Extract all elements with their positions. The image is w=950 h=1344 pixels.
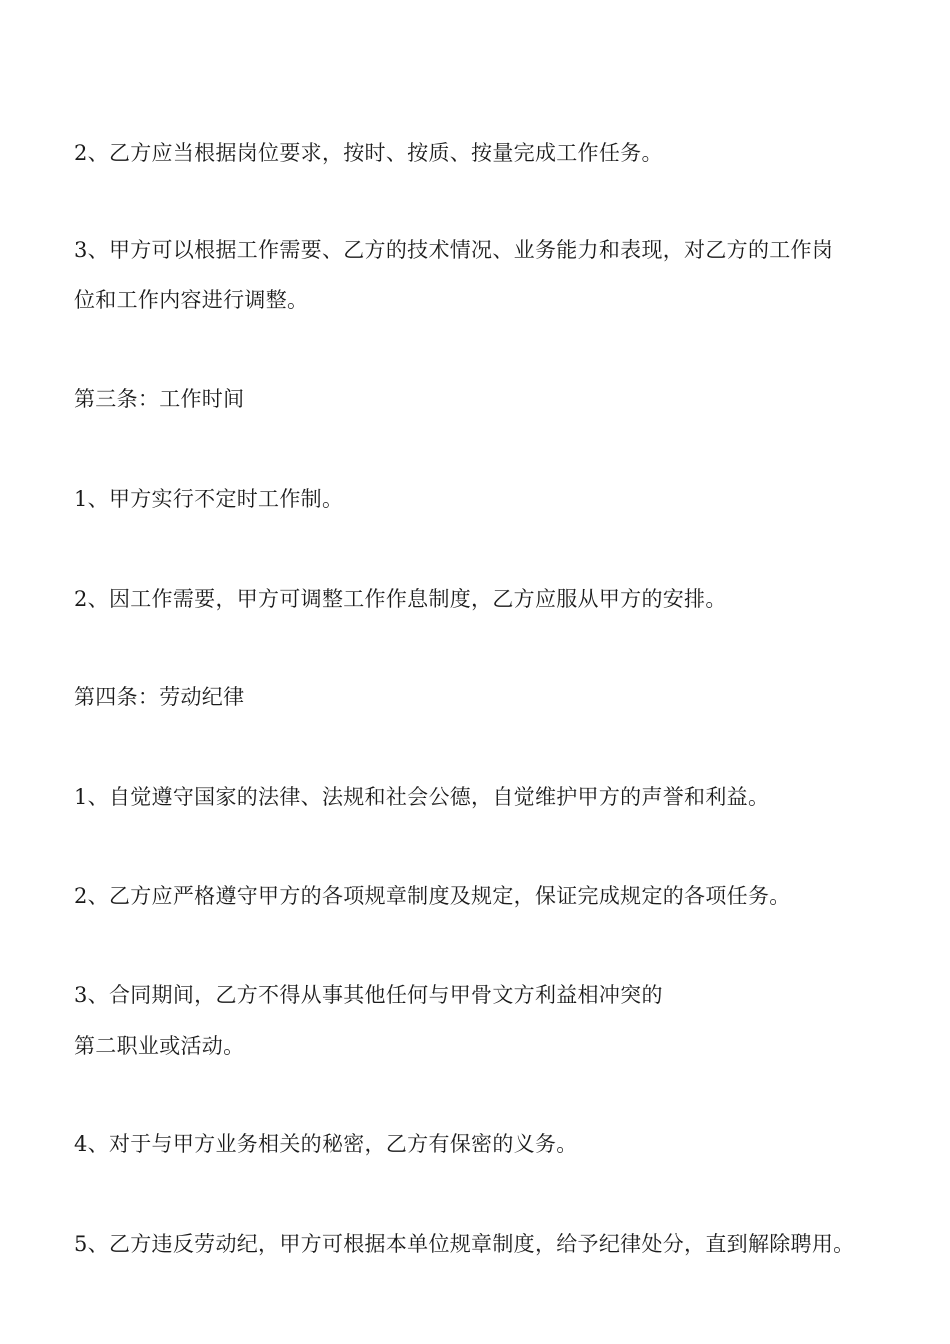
discipline-clause-1: 1、自觉遵守国家的法律、法规和社会公德，自觉维护甲方的声誉和利益。 bbox=[74, 785, 770, 809]
discipline-clause-3-line-2: 第二职业或活动。 bbox=[74, 1034, 245, 1058]
discipline-clause-5: 5、乙方违反劳动纪，甲方可根据本单位规章制度，给予纪律处分，直到解除聘用。 bbox=[74, 1232, 855, 1256]
clause-3-line-1: 3、甲方可以根据工作需要、乙方的技术情况、业务能力和表现，对乙方的工作岗 bbox=[74, 238, 834, 262]
discipline-clause-3-line-1: 3、合同期间，乙方不得从事其他任何与甲骨文方利益相冲突的 bbox=[74, 983, 663, 1007]
clause-3-line-2: 位和工作内容进行调整。 bbox=[74, 288, 309, 312]
clause-2-line: 2、乙方应当根据岗位要求，按时、按质、按量完成工作任务。 bbox=[74, 141, 663, 165]
work-time-clause-2: 2、因工作需要，甲方可调整工作作息制度，乙方应服从甲方的安排。 bbox=[74, 587, 727, 611]
discipline-clause-4: 4、对于与甲方业务相关的秘密，乙方有保密的义务。 bbox=[74, 1132, 578, 1156]
discipline-clause-2: 2、乙方应严格遵守甲方的各项规章制度及规定，保证完成规定的各项任务。 bbox=[74, 884, 791, 908]
section-heading-labor-discipline: 第四条：劳动纪律 bbox=[74, 685, 245, 709]
section-heading-work-time: 第三条：工作时间 bbox=[74, 387, 245, 411]
work-time-clause-1: 1、甲方实行不定时工作制。 bbox=[74, 487, 344, 511]
